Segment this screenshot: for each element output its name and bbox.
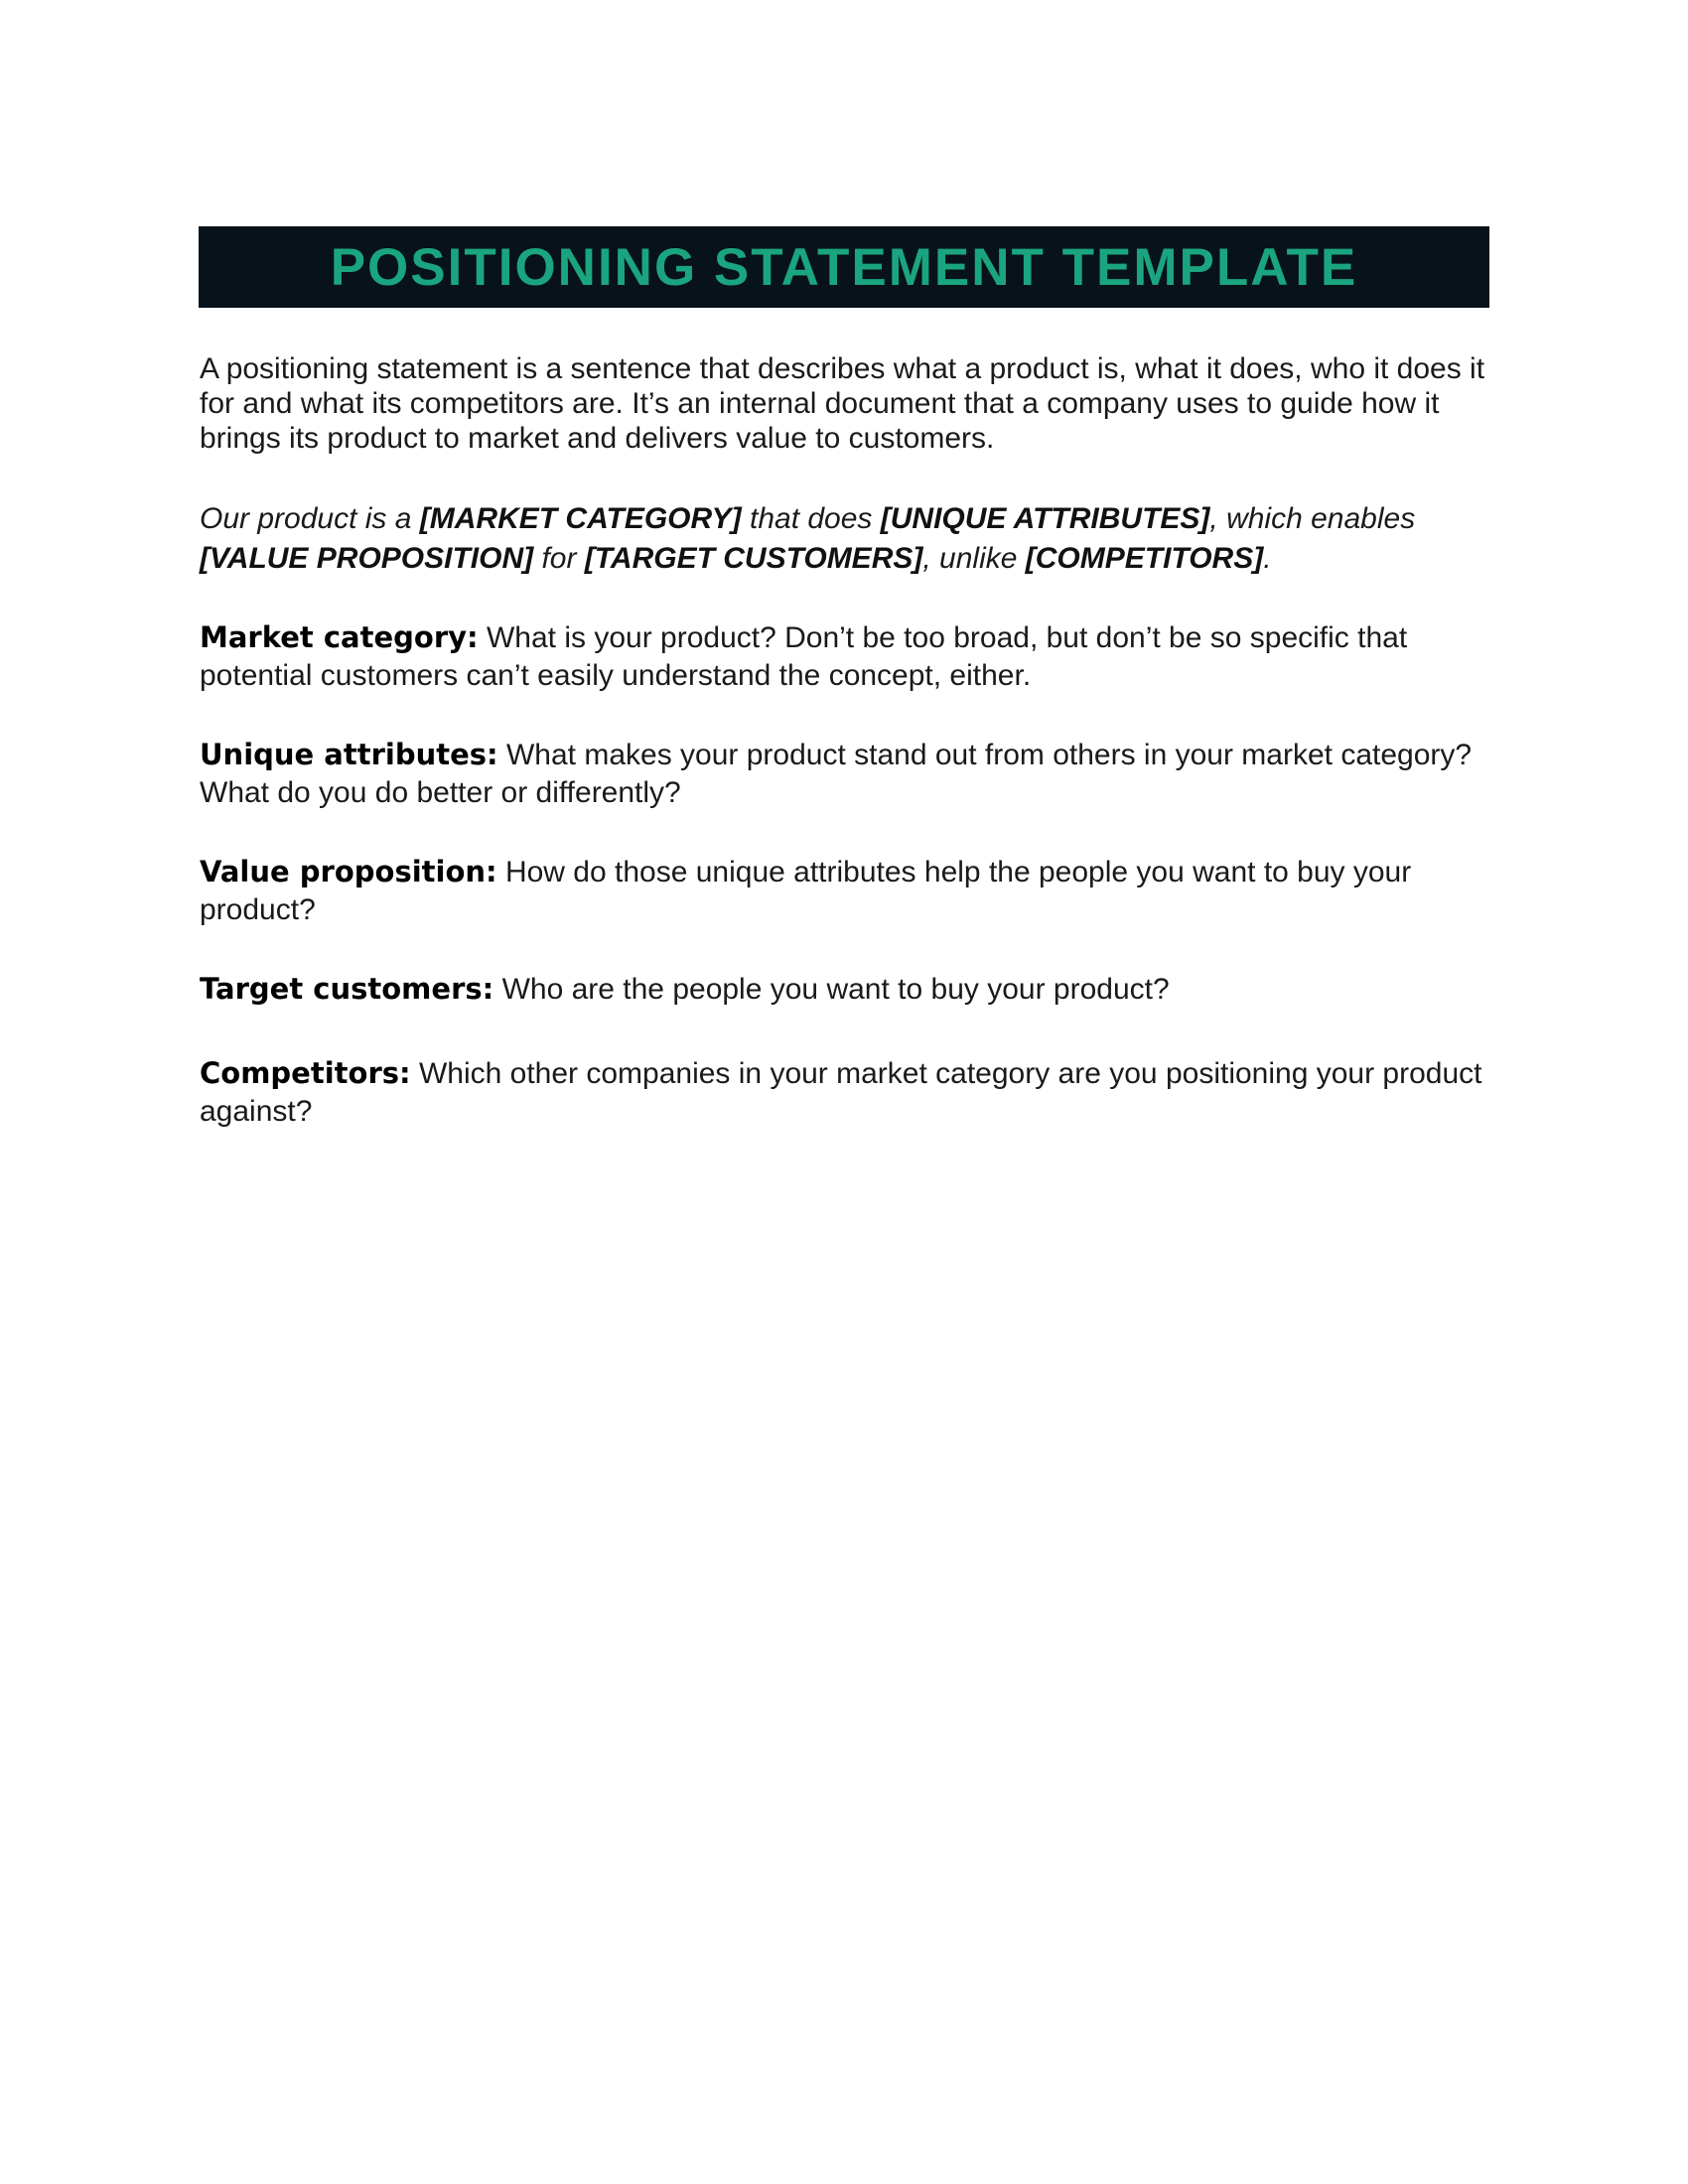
- definition-competitors: [200, 1054, 1490, 1131]
- definition-text: Who are the people you want to buy your product?: [493, 973, 1170, 1006]
- definition-text: Which other companies in your market category are you positioning your product against?: [200, 1057, 1482, 1128]
- definition-unique-attributes: [200, 736, 1490, 812]
- page-title: POSITIONING STATEMENT TEMPLATE: [330, 237, 1358, 297]
- definition-term: Value proposition:: [200, 855, 497, 888]
- statement-template: [200, 499, 1490, 579]
- statement-text: Our product is a: [200, 502, 420, 535]
- definition-term: Market category:: [200, 620, 479, 654]
- placeholder-market-category: [MARKET CATEGORY]: [419, 502, 742, 535]
- placeholder-target-customers: [TARGET CUSTOMERS]: [584, 542, 923, 575]
- placeholder-competitors: [COMPETITORS]: [1025, 542, 1264, 575]
- definition-term: Unique attributes:: [200, 738, 498, 771]
- statement-text: , unlike: [922, 542, 1026, 575]
- definition-text: What is your product? Don’t be too broad, but don’t be so specific that potential customers can’t easily understand the concept, either.: [200, 621, 1408, 692]
- document-body: [200, 351, 1490, 1131]
- statement-text: for: [533, 542, 585, 575]
- definition-target-customers: [200, 970, 1490, 1009]
- statement-text: , which enables: [1209, 502, 1416, 535]
- definition-text: How do those unique attributes help the people you want to buy your product?: [200, 856, 1412, 926]
- statement-text: .: [1263, 542, 1272, 575]
- definition-text: What makes your product stand out from others in your market category? What do you do better or differently?: [200, 739, 1473, 809]
- statement-text: that does: [741, 502, 881, 535]
- definition-term: Target customers:: [200, 972, 494, 1006]
- placeholder-unique-attributes: [UNIQUE ATTRIBUTES]: [880, 502, 1210, 535]
- title-banner: [199, 226, 1489, 308]
- intro-paragraph: A positioning statement is a sentence that describes what a product is, what it does, who it does it for and what its competitors are. It’s an internal document that a company uses to guide how it brings its product to market and delivers value to customers.: [200, 352, 1485, 455]
- placeholder-value-proposition: [VALUE PROPOSITION]: [200, 542, 534, 575]
- definition-market-category: [200, 618, 1490, 695]
- definition-value-proposition: [200, 853, 1490, 929]
- definition-term: Competitors:: [200, 1056, 411, 1090]
